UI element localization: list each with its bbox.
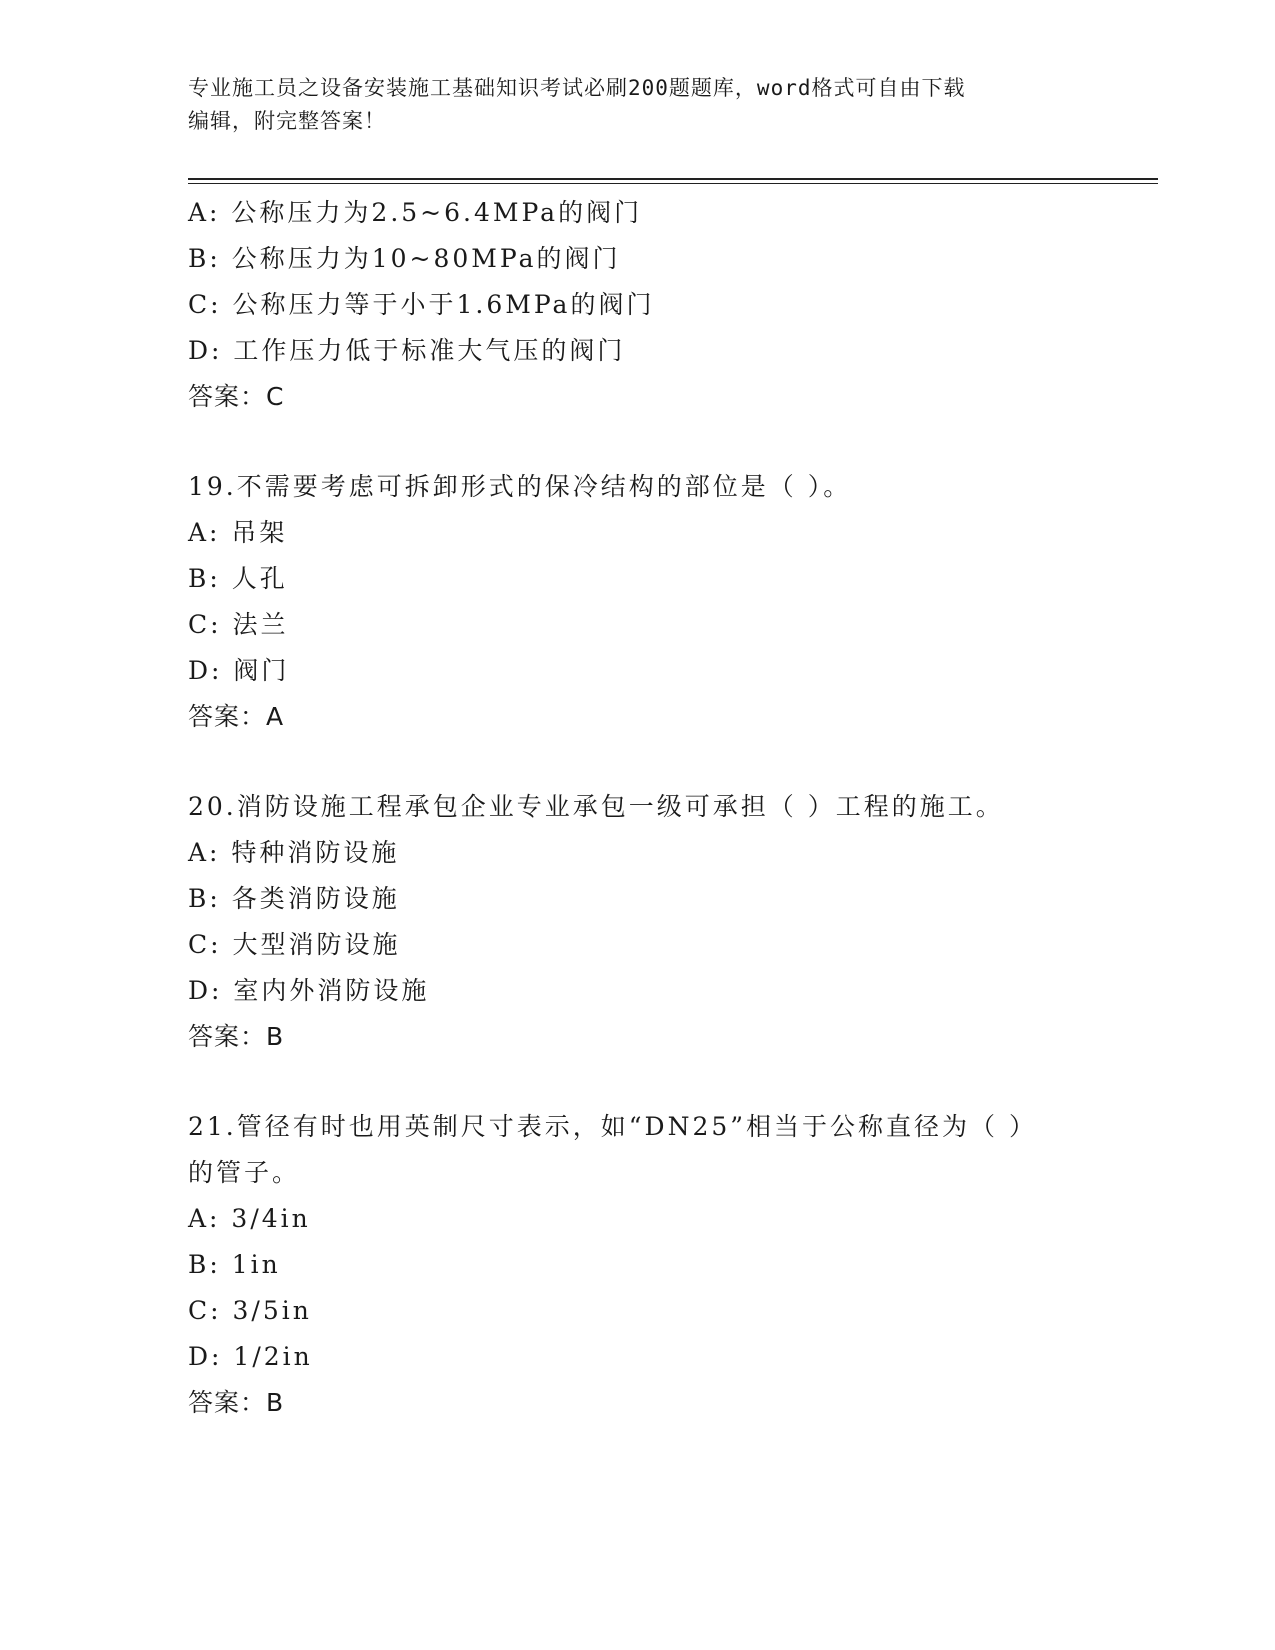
option-c: C: 3/5in: [188, 1296, 312, 1325]
option-b: B: 各类消防设施: [188, 884, 400, 913]
option-d: D: 室内外消防设施: [188, 976, 430, 1005]
question-text-line-1: 21.管径有时也用英制尺寸表示，如“DN25”相当于公称直径为（ ）: [188, 1112, 1037, 1141]
question-20: [188, 784, 1088, 1060]
question-text: 20.消防设施工程承包企业专业承包一级可承担（ ）工程的施工。: [188, 792, 1004, 821]
header-title-line-2: 编辑，附完整答案！: [188, 109, 386, 133]
spacer: [188, 420, 1088, 464]
option-a: A: 3/4in: [188, 1204, 311, 1233]
spacer: [188, 1060, 1088, 1104]
option-a: A: 吊架: [188, 518, 288, 547]
option-c: C: 法兰: [188, 610, 289, 639]
question-text: 19.不需要考虑可拆卸形式的保冷结构的部位是（ ）。: [188, 472, 852, 501]
option-b: B: 公称压力为10~80MPa的阀门: [188, 244, 621, 273]
header-title-line-1: 专业施工员之设备安装施工基础知识考试必刷200题题库，word格式可自由下载: [188, 76, 966, 100]
question-21: [188, 1104, 1088, 1426]
option-a: A: 特种消防设施: [188, 838, 400, 867]
answer-line: 答案：C: [188, 382, 285, 411]
answer-line: 答案：B: [188, 1022, 285, 1051]
option-d: D: 阀门: [188, 656, 290, 685]
question-text-line-2: 的管子。: [188, 1158, 301, 1187]
document-header: [188, 72, 1088, 138]
question-19: [188, 464, 1088, 740]
option-a: A: 公称压力为2.5~6.4MPa的阀门: [188, 198, 643, 227]
answer-line: 答案：A: [188, 702, 285, 731]
option-d: D: 1/2in: [188, 1342, 313, 1371]
header-divider-thick: [188, 178, 1158, 180]
answer-line: 答案：B: [188, 1388, 285, 1417]
option-c: C: 公称压力等于小于1.6MPa的阀门: [188, 290, 655, 319]
option-c: C: 大型消防设施: [188, 930, 401, 959]
option-b: B: 1in: [188, 1250, 281, 1279]
option-d: D: 工作压力低于标准大气压的阀门: [188, 336, 626, 365]
header-divider-thin: [188, 183, 1158, 184]
question-list: [188, 190, 1088, 1426]
option-b: B: 人孔: [188, 564, 288, 593]
spacer: [188, 740, 1088, 784]
question-18: [188, 190, 1088, 420]
